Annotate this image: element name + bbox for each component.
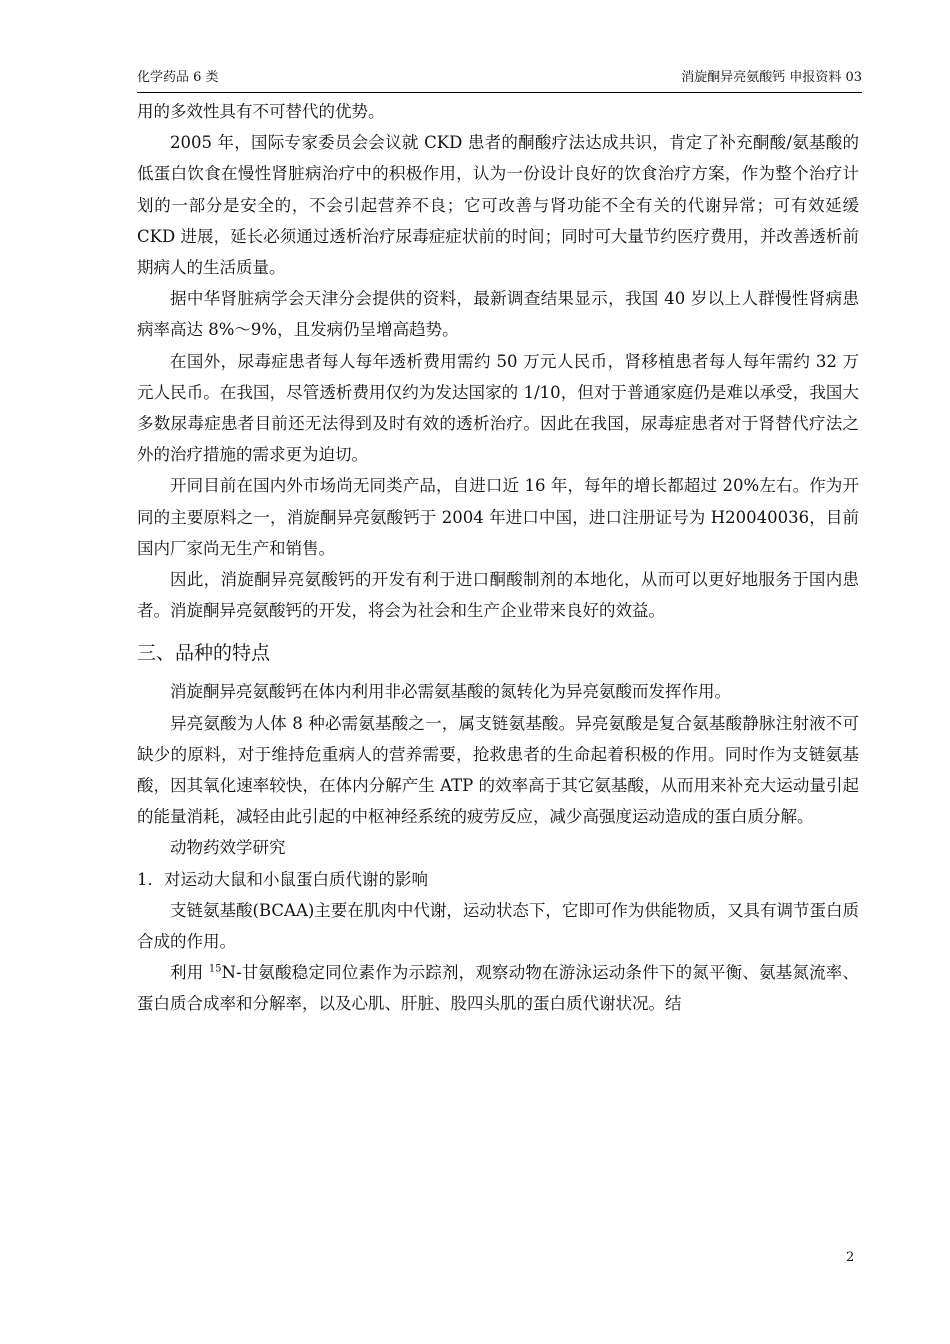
subheading-protein-metabolism: 1．对运动大鼠和小鼠蛋白质代谢的影响 <box>137 869 428 889</box>
subheading-pharmacodynamics: 动物药效学研究 <box>170 838 286 858</box>
paragraph-consensus-2005: 2005 年，国际专家委员会会议就 CKD 患者的酮酸疗法达成共识，肯定了补充酮酸/氨基酸的低蛋白饮食在慢性肾脏病治疗中的积极作用，认为一份设计良好的饮食治疗方案，作为整个治疗计划的一部分是安全的，不会引起营养不良；它可改善与肾功能不全有关的代谢异常；可有效延缓 CKD 进展，延长必须通过透析治疗尿毒症症状前的时间；同时可大量节约医疗费用，并改善透析前期病人的生活质量。 <box>137 133 859 278</box>
paragraph-bcaa: 支链氨基酸(BCAA)主要在肌肉中代谢，运动状态下，它即可作为供能物质，又具有调节蛋白质合成的作用。 <box>137 900 859 952</box>
tracer-text-post: N-甘氨酸稳定同位素作为示踪剂，观察动物在游泳运动条件下的氮平衡、氨基氮流率、蛋白质合成率和分解率，以及心肌、肝脏、股四头肌的蛋白质代谢状况。结 <box>137 963 859 1014</box>
header-document-title: 消旋酮异亮氨酸钙 申报资料 03 <box>681 70 862 85</box>
document-body <box>137 96 859 1020</box>
section-heading-product-features: 三、品种的特点 <box>137 642 271 665</box>
paragraph-mechanism: 消旋酮异亮氨酸钙在体内利用非必需氨基酸的氮转化为异亮氨酸而发挥作用。 <box>170 682 731 702</box>
paragraph-continuation: 用的多效性具有不可替代的优势。 <box>137 102 385 121</box>
paragraph-dialysis-cost: 在国外，尿毒症患者每人每年透析费用需约 50 万元人民币，肾移植患者每人每年需约 32 万元人民币。在我国，尽管透析费用仅约为发达国家的 1/10，但对于普通家庭仍是难以承受，我国大多数尿毒症患者目前还无法得到及时有效的透析治疗。因此在我国，尿毒症患者对于肾替代疗法之外的治疗措施的需求更为迫切。 <box>137 351 859 465</box>
paragraph-isoleucine: 异亮氨酸为人体 8 种必需氨基酸之一，属支链氨基酸。异亮氨酸是复合氨基酸静脉注射液不可缺少的原料，对于维持危重病人的营养需要，抢救患者的生命起着积极的作用。同时作为支链氨基酸，因其氧化速率较快，在体内分解产生 ATP 的效率高于其它氨基酸，从而用来补充大运动量引起的能量消耗，减轻由此引起的中枢神经系统的疲劳反应，减少高强度运动造成的蛋白质分解。 <box>137 713 859 827</box>
paragraph-isotope-tracer <box>137 957 859 1019</box>
paragraph-prevalence: 据中华肾脏病学会天津分会提供的资料，最新调查结果显示，我国 40 岁以上人群慢性肾病患病率高达 8%～9%，且发病仍呈增高趋势。 <box>137 289 859 340</box>
tracer-text-pre: 利用 <box>170 963 209 983</box>
paragraph-development-benefit: 因此，消旋酮异亮氨酸钙的开发有利于进口酮酸制剂的本地化，从而可以更好地服务于国内患者。消旋酮异亮氨酸钙的开发，将会为社会和生产企业带来良好的效益。 <box>137 570 859 621</box>
paragraph-market: 开同目前在国内外市场尚无同类产品，自进口近 16 年，每年的增长都超过 20%左右。作为开同的主要原料之一，消旋酮异亮氨酸钙于 2004 年进口中国，进口注册证号为 H20040036，目前国内厂家尚无生产和销售。 <box>137 476 859 558</box>
page-header <box>137 68 862 93</box>
header-category: 化学药品 6 类 <box>137 70 219 85</box>
page-number: 2 <box>846 1250 855 1265</box>
isotope-superscript: 15 <box>208 963 222 975</box>
